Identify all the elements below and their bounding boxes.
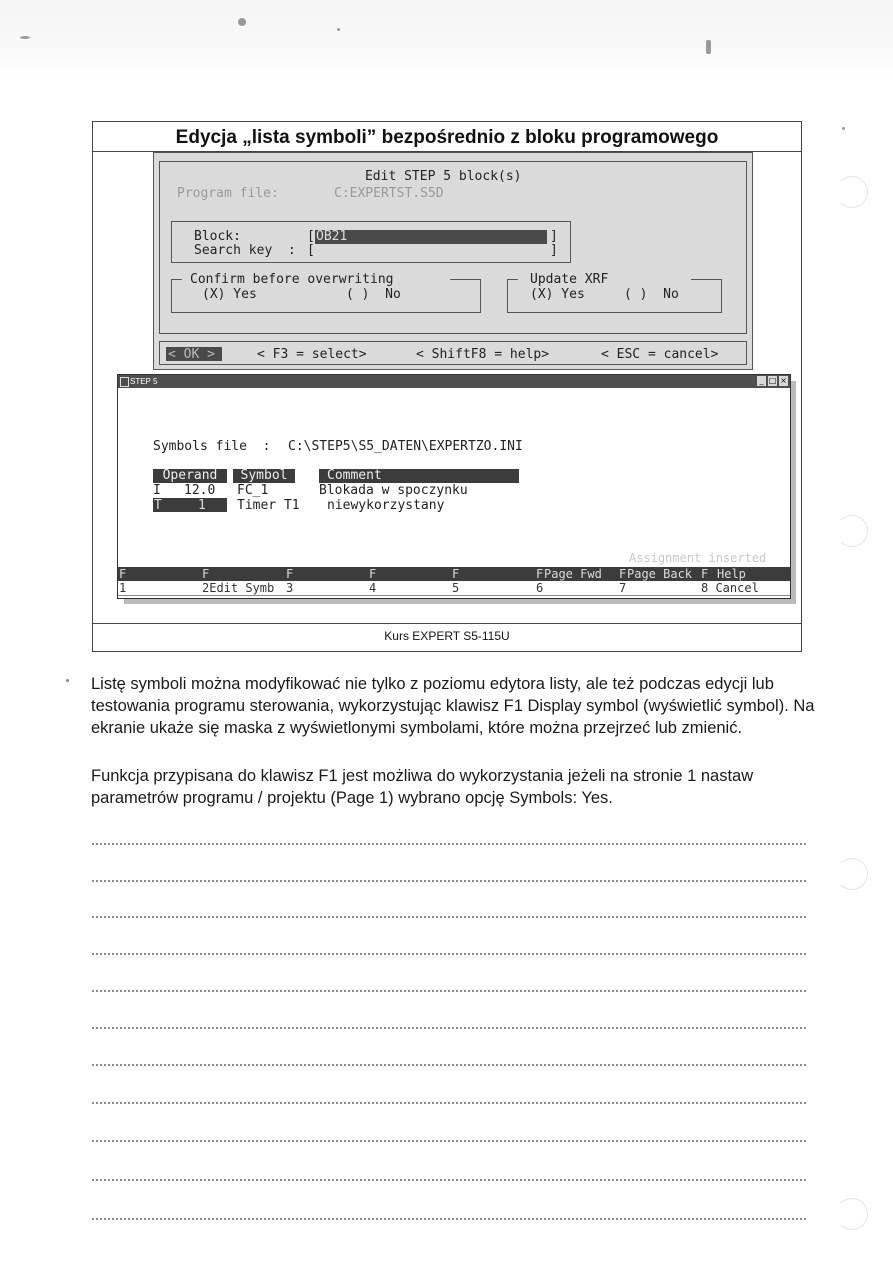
block-input[interactable]	[315, 230, 547, 244]
writing-line	[92, 953, 806, 955]
figure-title: Edycja „lista symboli” bezpośrednio z bloku programowego	[175, 127, 719, 148]
f4-key[interactable]: F	[369, 567, 377, 581]
f1-key[interactable]: F	[119, 567, 127, 581]
writing-line	[92, 880, 806, 882]
f7-number: 7	[619, 581, 627, 595]
f5-key[interactable]: F	[452, 567, 460, 581]
close-icon[interactable]: ×	[780, 376, 787, 385]
dialog-title: Edit STEP 5 block(s)	[361, 169, 526, 184]
minimize-icon[interactable]: _	[757, 376, 766, 386]
step5-window	[117, 374, 791, 599]
margin-mark	[66, 679, 69, 682]
paragraph-1: Listę symboli można modyfikować nie tylko z poziomu edytora listy, ale też podczas edycji lub testowania programu sterowania, wykorzystując klawisz F1 Display symbol (wyświetlić symbol). Na ekranie ukaże się maska z wyświetlonymi symbolami, które można przejrzeć lub zmienić.	[91, 675, 815, 737]
confirm-yes-radio[interactable]: (X) Yes	[202, 287, 257, 302]
column-header-symbol: Symbol	[233, 469, 295, 483]
row-1-symbol: FC_1	[237, 483, 269, 498]
f1-number: 1	[119, 581, 127, 595]
shiftf8-help-button[interactable]: < ShiftF8 = help>	[416, 347, 550, 362]
f8-key[interactable]: F	[701, 567, 709, 581]
divider	[93, 623, 801, 624]
writing-line	[92, 1140, 806, 1142]
writing-line	[92, 1218, 806, 1220]
writing-line	[92, 1064, 806, 1066]
esc-cancel-button[interactable]: < ESC = cancel>	[601, 347, 719, 362]
row-1-operand-type: I	[153, 483, 161, 498]
row-2-operand-type: T	[154, 498, 162, 513]
search-key-input[interactable]: [	[307, 243, 315, 258]
punch-hole	[836, 176, 868, 208]
row-2-symbol: Timer T1	[237, 498, 300, 513]
punch-hole	[836, 858, 868, 890]
writing-line	[92, 1179, 806, 1181]
f8-help-label: Help	[717, 567, 746, 581]
scan-speck	[238, 18, 246, 26]
status-message: Assignment inserted	[629, 551, 767, 565]
f5-number: 5	[452, 581, 460, 595]
scan-speck	[706, 40, 711, 54]
f3-number: 3	[286, 581, 294, 595]
writing-line	[92, 1027, 806, 1029]
writing-line	[92, 990, 806, 992]
block-input-value: OB21	[316, 229, 348, 244]
f8-number: 8 Cancel	[701, 581, 759, 595]
program-file-label: Program file:	[177, 186, 279, 201]
f6-page-fwd-label: Page Fwd	[544, 567, 602, 581]
f2-key[interactable]: F	[202, 567, 210, 581]
xrf-no-radio[interactable]: ( ) No	[624, 287, 679, 302]
app-icon	[120, 377, 129, 387]
maximize-icon[interactable]: □	[768, 376, 777, 385]
f7-key[interactable]: F	[619, 567, 627, 581]
window-title: STEP 5	[130, 377, 158, 386]
program-file-value: C:EXPERTST.S5D	[334, 186, 444, 201]
row-2-operand-address: 1	[198, 498, 206, 513]
writing-line	[92, 916, 806, 918]
symbols-file-label: Symbols file :	[153, 439, 271, 454]
punch-hole	[836, 515, 868, 547]
row-2-comment: niewykorzystany	[327, 498, 445, 513]
xrf-yes-radio[interactable]: (X) Yes	[530, 287, 585, 302]
scan-speck	[337, 28, 340, 31]
writing-line	[92, 843, 806, 845]
search-key-label: Search key :	[194, 243, 296, 258]
xrf-legend: Update XRF	[530, 272, 609, 287]
f4-number: 4	[369, 581, 377, 595]
figure-frame	[92, 121, 802, 652]
figure-caption: Kurs EXPERT S5-115U	[384, 629, 510, 643]
confirm-legend: Confirm before overwriting	[190, 272, 394, 287]
row-1-operand-address: 12.0	[184, 483, 216, 498]
scan-speck	[842, 127, 845, 130]
divider	[118, 595, 790, 596]
f2-number: 2Edit Symb	[202, 581, 275, 595]
paragraph-2: Funkcja przypisana do klawisz F1 jest możliwa do wykorzystania jeżeli na stronie 1 nastaw parametrów programu / projektu (Page 1) wybrano opcję Symbols: Yes.	[91, 767, 754, 807]
column-header-operand: Operand	[153, 469, 227, 483]
window-titlebar	[118, 375, 790, 388]
ok-button-label: < OK >	[168, 347, 215, 362]
confirm-no-radio[interactable]: ( ) No	[346, 287, 401, 302]
row-1-comment: Blokada w spoczynku	[319, 483, 468, 498]
f7-page-back-label: Page Back	[627, 567, 693, 581]
f6-key[interactable]: F	[536, 567, 544, 581]
scan-margin	[0, 0, 893, 78]
edit-step5-dialog: Edit STEP 5 block(s) Program file: C:EXPERTST.S5D Block: [ OB21 ] Search key : [ ] Confirm before overwriting (X) Yes ( ) No Update XRF (X) Yes ( ) No < OK > < F3 = select> < ShiftF8 = help> < ESC = cancel>	[153, 152, 753, 370]
f3-select-button[interactable]: < F3 = select>	[257, 347, 367, 362]
block-label: Block:	[194, 229, 241, 244]
writing-line	[92, 1102, 806, 1104]
symbols-file-path: C:\STEP5\S5_DATEN\EXPERTZO.INI	[288, 439, 523, 454]
column-header-comment: Comment	[319, 469, 519, 483]
punch-hole	[836, 1198, 868, 1230]
f6-number: 6	[536, 581, 544, 595]
row-2-operand-cell[interactable]	[153, 498, 227, 512]
scan-speck	[20, 36, 30, 39]
f3-key[interactable]: F	[286, 567, 294, 581]
